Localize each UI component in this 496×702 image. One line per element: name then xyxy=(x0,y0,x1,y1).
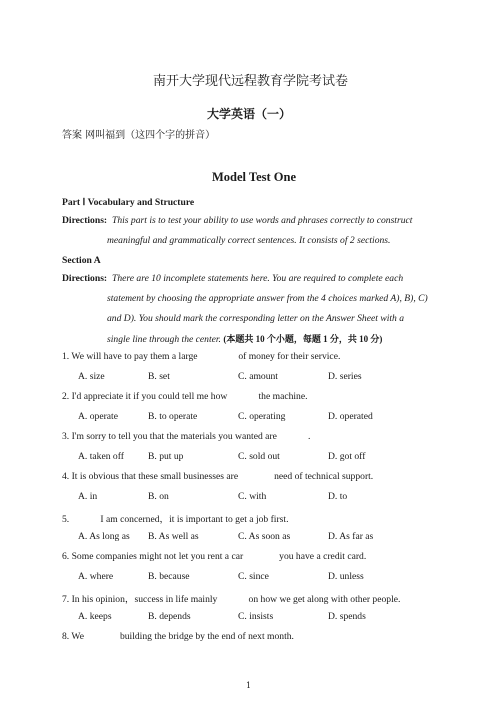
answer-option[interactable]: B. set xyxy=(148,371,170,382)
exam-institution-title: 南开大学现代远程教育学院考试卷 xyxy=(153,74,349,89)
answer-option[interactable]: D. unless xyxy=(328,571,364,582)
answer-option[interactable]: A. in xyxy=(78,491,98,502)
question-stem: 7. In his opinion，success in life mainly on how we get along with other people. xyxy=(62,594,401,605)
answer-option[interactable]: D. got off xyxy=(328,451,366,462)
question-stem: 8. We building the bridge by the end of next month. xyxy=(62,631,294,642)
question-stem: 1. We will have to pay them a large of money for their service. xyxy=(62,351,341,362)
answer-option[interactable]: C. As soon as xyxy=(238,531,291,542)
question-stem: 6. Some companies might not let you rent a car you have a credit card. xyxy=(62,551,367,562)
section-directions-line-2: statement by choosing the appropriate answer from the 4 choices marked A), B), C) xyxy=(107,293,428,304)
part-heading: Part Ⅰ Vocabulary and Structure xyxy=(62,197,195,208)
answer-option[interactable]: B. As well as xyxy=(148,531,199,542)
answer-option[interactable]: B. because xyxy=(148,571,190,582)
answer-option[interactable]: D. series xyxy=(328,371,362,382)
test-title: Model Test One xyxy=(212,170,297,184)
answer-option[interactable]: A. taken off xyxy=(78,451,124,462)
section-heading: Section A xyxy=(62,255,101,266)
section-directions-line-4-text: single line through the center. xyxy=(107,334,221,345)
answer-option[interactable]: D. As far as xyxy=(328,531,374,542)
question-stem: 5. I am concerned，it is important to get a job first. xyxy=(62,514,289,525)
answer-option[interactable]: C. insists xyxy=(238,611,274,622)
answer-option[interactable]: B. depends xyxy=(148,611,191,622)
answer-option[interactable]: C. with xyxy=(238,491,267,502)
question-stem: 4. It is obvious that these small businesses are need of technical support. xyxy=(62,471,374,482)
answer-option[interactable]: D. operated xyxy=(328,411,373,422)
answer-option[interactable]: D. spends xyxy=(328,611,366,622)
section-directions-line-1: There are 10 incomplete statements here. You are required to complete each xyxy=(112,273,404,284)
directions-label: Directions: xyxy=(62,215,108,226)
answer-option[interactable]: A. operate xyxy=(78,411,118,422)
answer-option[interactable]: D. to xyxy=(328,491,348,502)
question-stem: 2. I'd appreciate it if you could tell me how the machine. xyxy=(62,391,308,402)
answer-option[interactable]: C. sold out xyxy=(238,451,280,462)
answer-note: 答案 网叫福到（这四个字的拼音） xyxy=(62,130,216,141)
answer-option[interactable]: A. size xyxy=(78,371,105,382)
section-directions-label: Directions: xyxy=(62,273,108,284)
page-number: 1 xyxy=(246,681,252,690)
section-directions-line-4 xyxy=(107,332,382,345)
directions-text-line-2: meaningful and grammatically correct sentences. It consists of 2 sections. xyxy=(107,235,391,246)
answer-option[interactable]: C. amount xyxy=(238,371,278,382)
section-directions-line-3: and D). You should mark the corresponding letter on the Answer Sheet with a xyxy=(107,313,405,324)
answer-option[interactable]: C. operating xyxy=(238,411,286,422)
directions-text-line-1: This part is to test your ability to use words and phrases correctly to construct xyxy=(112,215,413,226)
answer-option[interactable]: B. to operate xyxy=(148,411,198,422)
course-title: 大学英语（一） xyxy=(207,107,292,121)
answer-option[interactable]: B. put up xyxy=(148,451,184,462)
answer-option[interactable]: A. where xyxy=(78,571,114,582)
section-score: (本题共 10 个小题，每题 1 分，共 10 分) xyxy=(223,334,383,344)
answer-option[interactable]: A. keeps xyxy=(78,611,112,622)
answer-option[interactable]: B. on xyxy=(148,491,169,502)
question-stem: 3. I'm sorry to tell you that the materials you wanted are . xyxy=(62,431,311,442)
answer-option[interactable]: C. since xyxy=(238,571,269,582)
answer-option[interactable]: A. As long as xyxy=(78,531,130,542)
